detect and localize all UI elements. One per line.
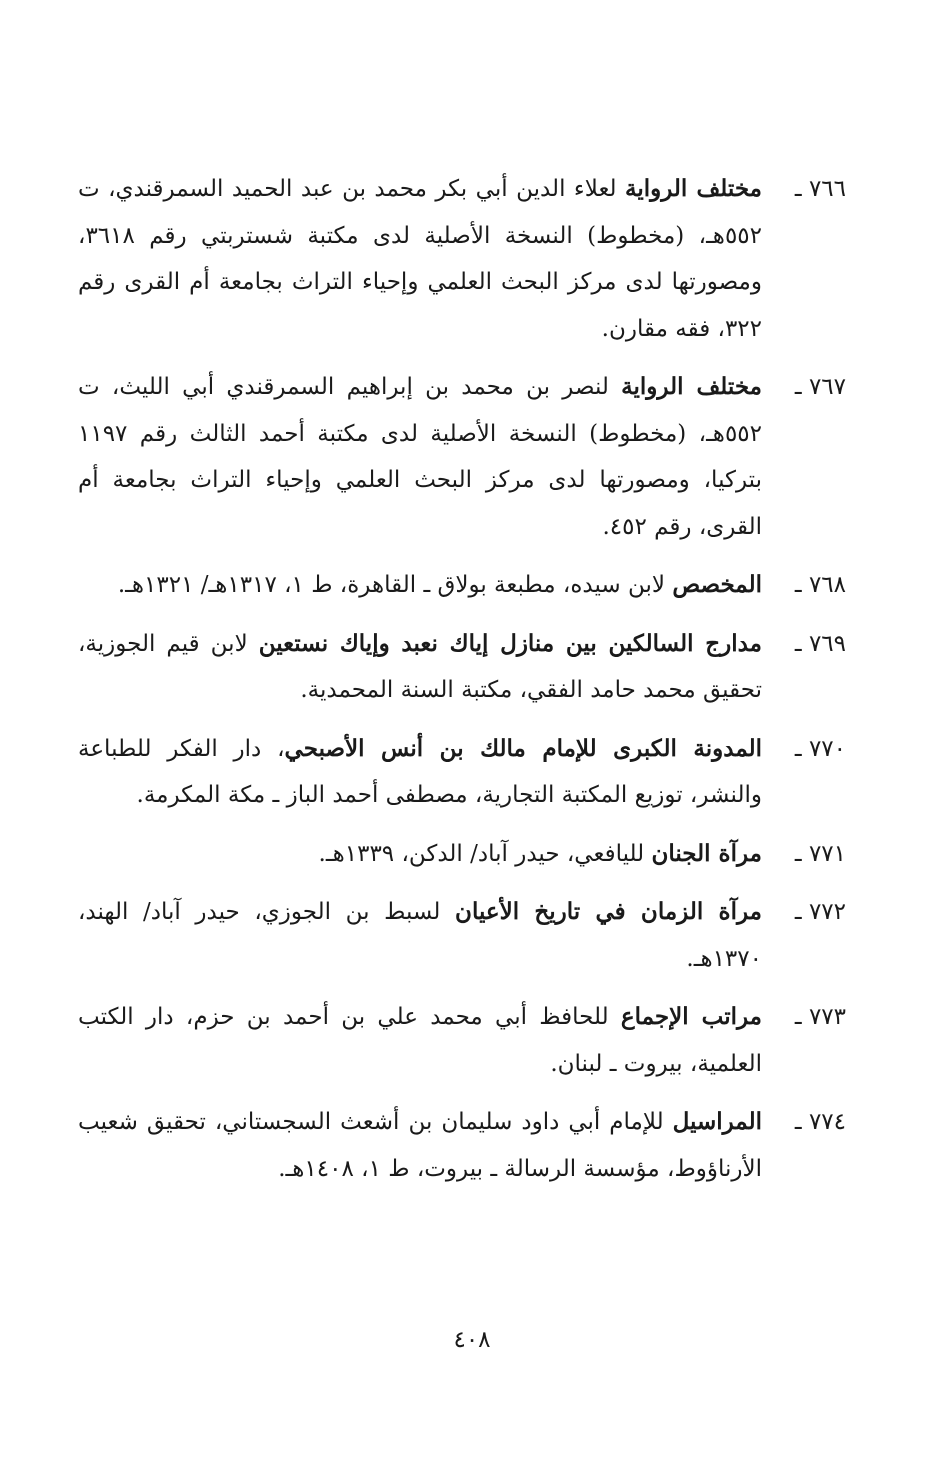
entry-details: للإمام أبي داود سليمان بن أشعث السجستاني، تحقيق شعيب الأرناؤوط، مؤسسة الرسالة ـ بيروت، ط ١، ١٤٠٨هـ.: [78, 1109, 762, 1182]
bibliography-entry-768: [78, 562, 846, 609]
entry-number: ٧٧١ ـ: [794, 840, 846, 867]
entry-title: مختلف الرواية: [625, 175, 762, 202]
entry-number: ٧٧٢ ـ: [794, 899, 846, 925]
entry-number: ٧٦٦ ـ: [794, 176, 846, 202]
bibliography-entry-774: [78, 1099, 846, 1192]
bibliography-entry-766: [78, 166, 846, 352]
entry-title: مرآة الجنان: [651, 839, 762, 867]
entry-title: المدونة الكبرى للإمام مالك بن أنس الأصبحي: [284, 734, 763, 762]
entry-details: لعلاء الدين أبي بكر محمد بن عبد الحميد السمرقندي، ت ٥٥٢هـ، (مخطوط) النسخة الأصلية لدى مكتبة شستربتي رقم ٣٦١٨، ومصورتها لدى مركز البحث العلمي وإحياء التراث بجامعة أم القرى رقم ٣٢٢، فقه مقارن.: [78, 176, 762, 342]
entry-title: مرآة الزمان في تاريخ الأعيان: [455, 898, 762, 925]
entry-details: لسبط بن الجوزي، حيدر آباد/ الهند، ١٣٧٠هـ.: [78, 899, 762, 972]
entry-number: ٧٧٠ ـ: [794, 735, 846, 762]
entry-title: المراسيل: [672, 1108, 762, 1135]
entry-number: ٧٦٩ ـ: [794, 630, 846, 657]
bibliography-list: [78, 166, 846, 1204]
bibliography-entry-767: [78, 364, 846, 550]
entry-number: ٧٦٨ ـ: [794, 572, 846, 598]
entry-number: ٧٦٧ ـ: [794, 374, 846, 400]
entry-details: لليافعي، حيدر آباد/ الدكن، ١٣٣٩هـ.: [318, 840, 652, 867]
entry-details: للحافظ أبي محمد علي بن أحمد بن حزم، دار الكتب العلمية، بيروت ـ لبنان.: [78, 1004, 762, 1077]
bibliography-entry-772: [78, 889, 846, 982]
entry-title: المخصص: [672, 571, 762, 598]
entry-details: لابن سيده، مطبعة بولاق ـ القاهرة، ط ١، ١٣١٧هـ/ ١٣٢١هـ.: [117, 572, 673, 598]
page-number: ٤٠٨: [453, 1327, 491, 1353]
entry-number: ٧٧٣ ـ: [794, 1004, 846, 1030]
entry-details: لنصر بن محمد بن إبراهيم السمرقندي أبي الليث، ت ٥٥٢هـ، (مخطوط) النسخة الأصلية لدى مكتبة أحمد الثالث رقم ١١٩٧ بتركيا، ومصورتها لدى مركز البحث العلمي وإحياء التراث بجامعة أم القرى، رقم ٤٥٢.: [78, 374, 762, 540]
entry-title: مدارج السالكين بين منازل إياك نعبد وإياك نستعين: [258, 629, 763, 657]
entry-title: مراتب الإجماع: [620, 1003, 762, 1030]
entry-details: لابن قيم الجوزية، تحقيق محمد حامد الفقي، مكتبة السنة المحمدية.: [78, 630, 762, 703]
bibliography-entry-770: [78, 726, 846, 819]
entry-title: مختلف الرواية: [621, 373, 762, 400]
bibliography-entry-769: [78, 621, 846, 714]
entry-details: ، دار الفكر للطباعة والنشر، توزيع المكتبة التجارية، مصطفى أحمد الباز ـ مكة المكرمة.: [78, 735, 762, 808]
entry-number: ٧٧٤ ـ: [794, 1109, 846, 1135]
bibliography-entry-773: [78, 994, 846, 1087]
bibliography-entry-771: [78, 831, 846, 878]
